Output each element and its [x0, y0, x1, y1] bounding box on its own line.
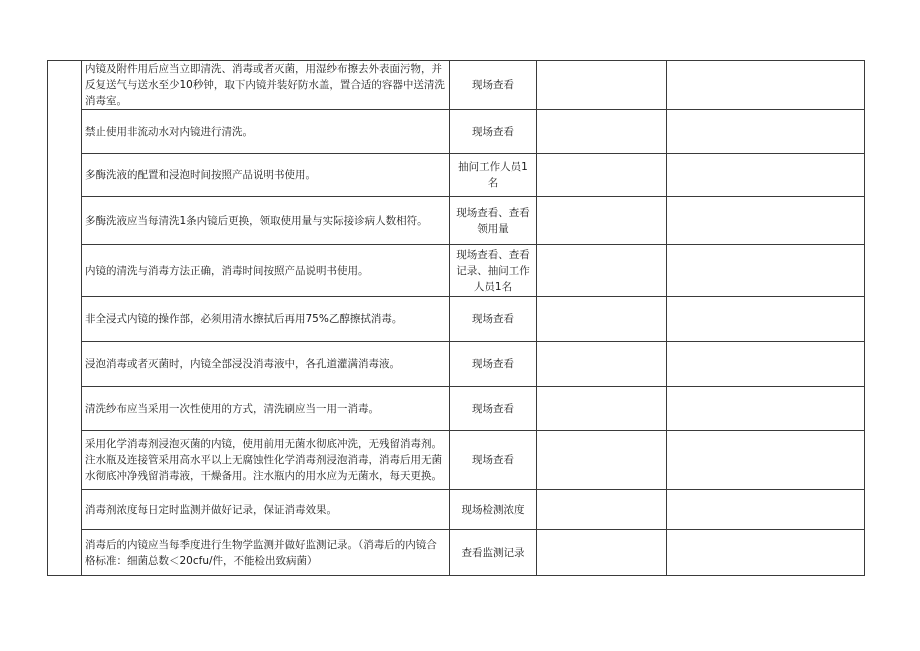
method-cell: 现场查看、查看记录、抽问工作人员1名	[450, 245, 537, 297]
item-cell: 非全浸式内镜的操作部，必须用清水擦拭后再用75%乙醇擦拭消毒。	[82, 297, 450, 342]
inspection-table	[47, 60, 865, 576]
blank-cell	[667, 61, 865, 110]
table-row	[48, 490, 865, 530]
item-cell: 清洗纱布应当采用一次性使用的方式，清洗刷应当一用一消毒。	[82, 387, 450, 431]
item-cell: 内镜及附件用后应当立即清洗、消毒或者灭菌，用湿纱布擦去外表面污物，并反复送气与送水至少10秒钟，取下内镜并装好防水盖，置合适的容器中送清洗消毒室。	[82, 61, 450, 110]
table-row	[48, 342, 865, 387]
method-cell: 现场查看	[450, 61, 537, 110]
blank-cell	[537, 197, 667, 245]
item-cell: 禁止使用非流动水对内镜进行清洗。	[82, 110, 450, 154]
blank-cell	[667, 431, 865, 490]
blank-cell	[667, 387, 865, 431]
table-row	[48, 245, 865, 297]
table-row	[48, 297, 865, 342]
method-cell: 现场查看	[450, 297, 537, 342]
table-row	[48, 110, 865, 154]
blank-cell	[667, 245, 865, 297]
item-cell: 消毒后的内镜应当每季度进行生物学监测并做好监测记录。（消毒后的内镜合格标准：细菌总数＜20cfu/件，不能检出致病菌）	[82, 530, 450, 576]
blank-cell	[667, 110, 865, 154]
blank-cell	[537, 490, 667, 530]
item-cell: 内镜的清洗与消毒方法正确，消毒时间按照产品说明书使用。	[82, 245, 450, 297]
item-cell: 消毒剂浓度每日定时监测并做好记录，保证消毒效果。	[82, 490, 450, 530]
method-cell: 抽问工作人员1名	[450, 154, 537, 197]
blank-cell	[667, 342, 865, 387]
method-cell: 现场检测浓度	[450, 490, 537, 530]
blank-cell	[537, 530, 667, 576]
blank-cell	[667, 197, 865, 245]
table-row	[48, 431, 865, 490]
method-cell: 查看监测记录	[450, 530, 537, 576]
item-cell: 浸泡消毒或者灭菌时，内镜全部浸没消毒液中，各孔道灌满消毒液。	[82, 342, 450, 387]
method-cell: 现场查看	[450, 387, 537, 431]
blank-cell	[667, 490, 865, 530]
blank-cell	[537, 342, 667, 387]
blank-cell	[537, 431, 667, 490]
blank-cell	[667, 530, 865, 576]
method-cell: 现场查看	[450, 110, 537, 154]
item-cell: 采用化学消毒剂浸泡灭菌的内镜，使用前用无菌水彻底冲洗，无残留消毒剂。注水瓶及连接管采用高水平以上无腐蚀性化学消毒剂浸泡消毒，消毒后用无菌水彻底冲净残留消毒液，干燥备用。注水瓶内的用水应为无菌水，每天更换。	[82, 431, 450, 490]
item-cell: 多酶洗液的配置和浸泡时间按照产品说明书使用。	[82, 154, 450, 197]
method-cell: 现场查看、查看领用量	[450, 197, 537, 245]
blank-cell	[537, 154, 667, 197]
blank-cell	[537, 61, 667, 110]
blank-cell	[537, 297, 667, 342]
item-cell: 多酶洗液应当每清洗1条内镜后更换，领取使用量与实际接诊病人数相符。	[82, 197, 450, 245]
blank-cell	[537, 387, 667, 431]
category-cell	[48, 61, 82, 576]
table-row	[48, 387, 865, 431]
method-cell: 现场查看	[450, 342, 537, 387]
table-row	[48, 61, 865, 110]
table-row	[48, 197, 865, 245]
blank-cell	[667, 154, 865, 197]
blank-cell	[537, 245, 667, 297]
blank-cell	[537, 110, 667, 154]
table-row	[48, 154, 865, 197]
blank-cell	[667, 297, 865, 342]
table-row	[48, 530, 865, 576]
method-cell: 现场查看	[450, 431, 537, 490]
